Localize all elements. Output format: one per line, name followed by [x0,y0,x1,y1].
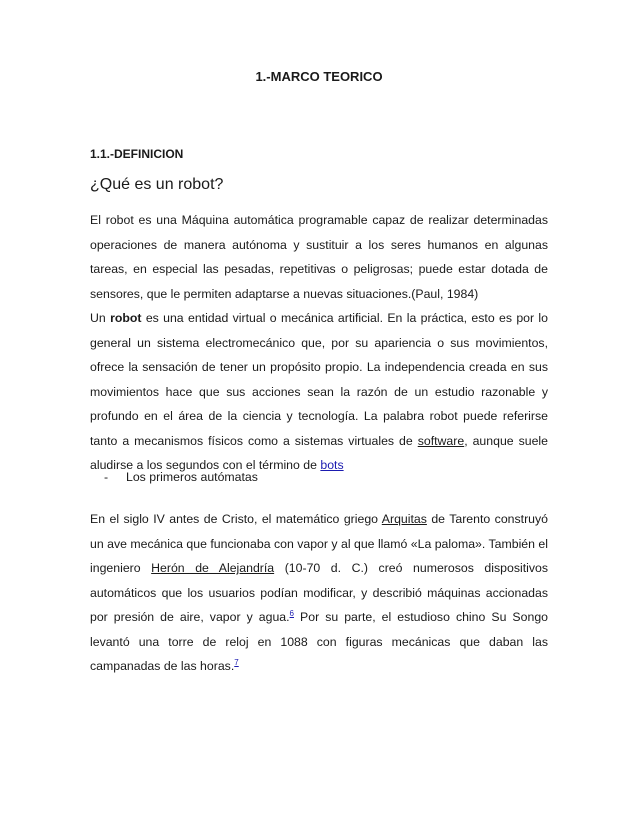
paragraph-automatas-t1: En el siglo IV antes de Cristo, el matemático griego [90,512,382,526]
paragraph-robot-text: es una entidad virtual o mecánica artificial. En la práctica, esto es por lo general un sistema electromecánico que, por su apariencia o sus movimientos, ofrece la sensación de tener un propósito propio. La independencia creada en sus movimientos hace que sus acciones sean la razón de un estudio razonable y profundo en el área de la ciencia y tecnología. La palabra robot puede referirse tanto a mecanismos físicos como a sistemas virtuales de [90,311,548,448]
paragraph-definition: El robot es una Máquina automática programable capaz de realizar determinadas operaciones de manera autónoma y sustituir a los seres humanos en algunas tareas, en especial las pesadas, repetitivas o peligrosas; puede estar dotada de sensores, que le permiten adaptarse a nuevas situaciones.(Paul, 1984) [90,213,548,301]
paragraph-automatas-t2: de Tarento construyó un ave mecánica que funcionaba con vapor y al que llamó «La paloma». También el ingeniero [90,512,548,575]
paragraph-automatas-t4: Por su parte, el estudioso chino Su Songo levantó una torre de reloj en 1088 con figuras mecánicas que daban las campanadas de las horas. [90,610,548,673]
paragraph-robot-text2: , aunque suele aludirse a los segundos con el término de [90,433,548,472]
paragraph-robot [90,306,548,478]
paragraph-automatas-t3: (10-70 d. C.) creó numerosos dispositivos automáticos que los usuarios podían modificar, y describió máquinas accionadas por presión de aire, vapor y agua. [90,561,548,624]
bots-link[interactable]: bots [320,458,344,472]
arquitas-link[interactable]: Arquitas [381,512,427,526]
paragraph-robot-lead: Un [90,311,111,325]
bullet-label: Los primeros autómatas [126,470,258,484]
software-link[interactable]: software [417,433,465,448]
page-title: 1.-MARCO TEORICO [255,69,383,84]
paragraph-automatas [90,507,548,679]
bullet-dash: - [104,470,109,484]
robot-bold-term: robot [110,311,142,325]
heron-link[interactable]: Herón de Alejandría [151,561,275,575]
footnote-ref-7[interactable]: 7 [234,657,239,667]
footnote-ref-6[interactable]: 6 [289,608,294,618]
section-heading: 1.1.-DEFINICION [90,147,184,161]
question-heading: ¿Qué es un robot? [90,176,224,193]
bullet-item [104,470,258,484]
